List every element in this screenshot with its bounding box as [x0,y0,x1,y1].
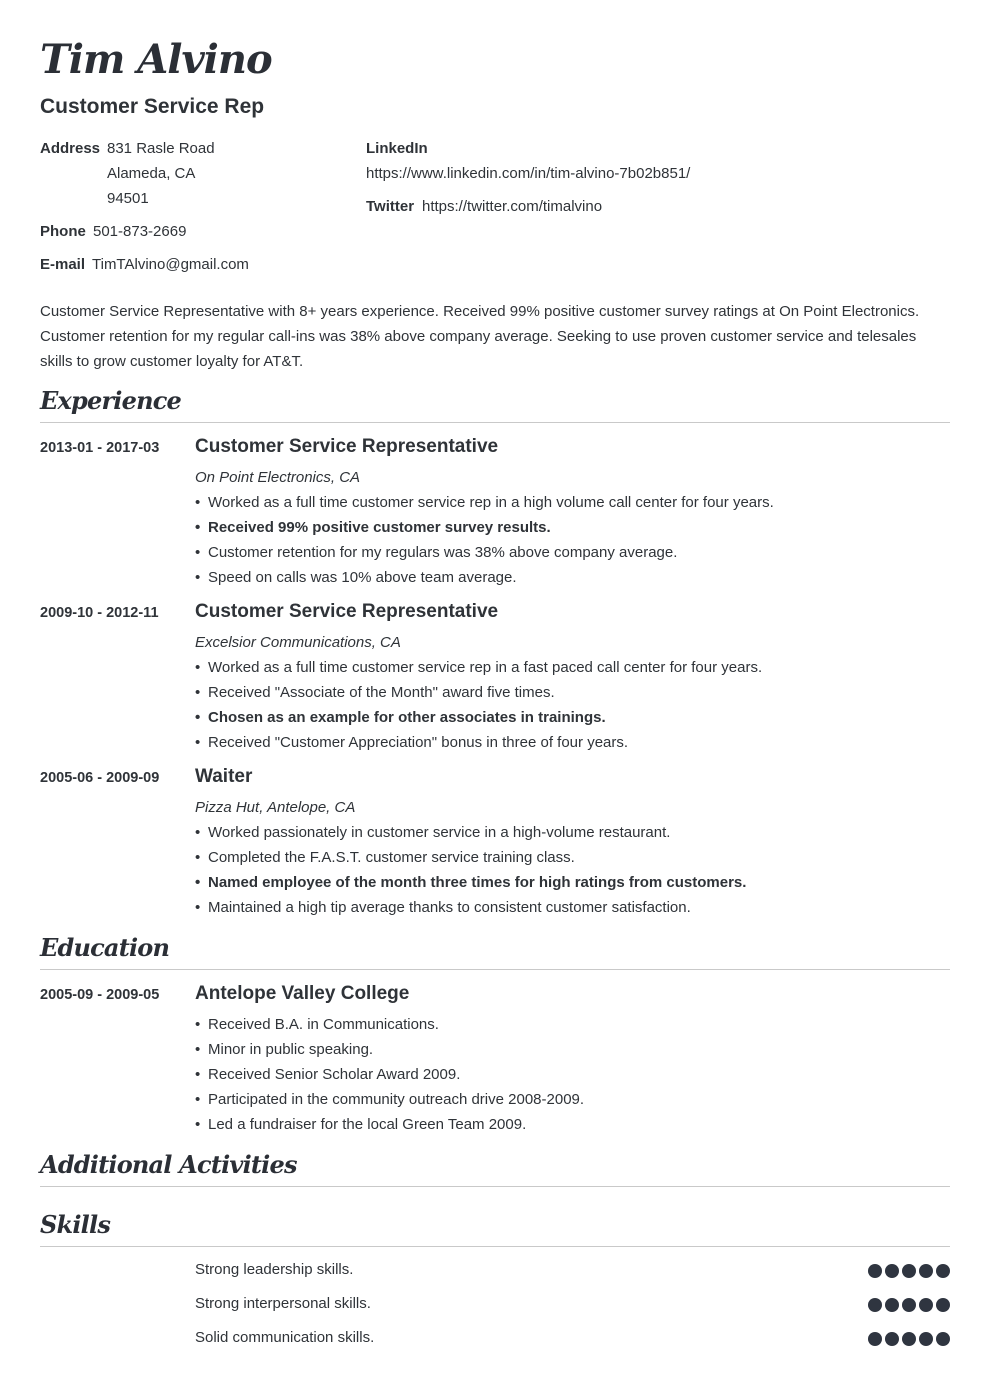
rating-dot [902,1264,916,1278]
section-divider [40,969,950,970]
twitter-label: Twitter [366,198,415,215]
entry-title: Antelope Valley College [195,983,410,1004]
rating-dot [868,1264,882,1278]
address-label: Address [40,140,101,157]
entry-dates: 2009-10 - 2012-11 [40,605,159,621]
rating-dot [919,1264,933,1278]
bullet-item: • Minor in public speaking. [195,1041,374,1058]
phone-label: Phone [40,223,86,240]
email-value[interactable]: TimTAlvino@gmail.com [92,256,249,273]
skill-name: Solid communication skills. [195,1329,375,1346]
phone-value: 501-873-2669 [93,223,187,240]
entry-title: Waiter [195,766,253,787]
skill-rating [868,1332,950,1346]
entry-organization: Excelsior Communications, CA [195,634,401,651]
entry-dates: 2013-01 - 2017-03 [40,440,160,456]
candidate-name: Tim Alvino [40,36,272,83]
email-label: E-mail [40,256,86,273]
twitter-link[interactable]: https://twitter.com/timalvino [422,198,603,215]
linkedin-label: LinkedIn [366,140,428,157]
address-line-3: 94501 [107,190,149,207]
rating-dot [868,1298,882,1312]
skill-name: Strong interpersonal skills. [195,1295,371,1312]
entry-organization: On Point Electronics, CA [195,469,361,486]
bullet-item: • Led a fundraiser for the local Green Team 2009. [195,1116,527,1133]
skill-rating [868,1264,950,1278]
skill-row [40,1329,950,1351]
rating-dot [885,1264,899,1278]
bullet-item: • Completed the F.A.S.T. customer service training class. [195,849,575,866]
bullet-item: • Worked as a full time customer service rep in a fast paced call center for four years. [195,659,763,676]
section-title-activities: Additional Activities [40,1150,297,1179]
skill-row [40,1261,950,1283]
bullet-item: • Received "Customer Appreciation" bonus in three of four years. [195,734,629,751]
rating-dot [868,1332,882,1346]
bullet-item: • Received B.A. in Communications. [195,1016,439,1033]
rating-dot [936,1332,950,1346]
entry-dates: 2005-09 - 2009-05 [40,987,160,1003]
linkedin-link[interactable]: https://www.linkedin.com/in/tim-alvino-7b02b851/ [366,165,691,182]
rating-dot [936,1298,950,1312]
bullet-item: • Participated in the community outreach drive 2008-2009. [195,1091,585,1108]
bullet-item: • Maintained a high tip average thanks to consistent customer satisfaction. [195,899,691,916]
bullet-item: • Speed on calls was 10% above team average. [195,569,517,586]
section-title-experience: Experience [40,386,182,415]
rating-dot [902,1298,916,1312]
job-title: Customer Service Rep [40,95,265,118]
section-title-education: Education [40,933,170,962]
entry-organization: Pizza Hut, Antelope, CA [195,799,356,816]
contact-block [40,140,950,285]
skill-rating [868,1298,950,1312]
address-line-1: 831 Rasle Road [107,140,215,157]
section-divider [40,422,950,423]
rating-dot [885,1298,899,1312]
address-line-2: Alameda, CA [107,165,196,182]
rating-dot [919,1298,933,1312]
section-divider [40,1246,950,1247]
entry-title: Customer Service Representative [195,601,499,622]
entry-bullets [195,1012,584,1137]
section-title-skills: Skills [40,1210,111,1239]
bullet-item: • Chosen as an example for other associates in trainings. [195,709,606,726]
bullet-item: • Worked passionately in customer service in a high-volume restaurant. [195,824,671,841]
profile-summary: Customer Service Representative with 8+ years experience. Received 99% positive customer survey ratings at On Point Electronics. Customer retention for my regular call-ins was 38% above company average. Seeking to use proven customer service and telesales skills to grow customer loyalty for AT&T. [40,303,920,370]
skill-row [40,1295,950,1317]
entry-bullets [195,655,762,755]
entry-dates: 2005-06 - 2009-09 [40,770,160,786]
skill-name: Strong leadership skills. [195,1261,354,1278]
bullet-item: • Customer retention for my regulars was 38% above company average. [195,544,678,561]
entry-bullets [195,490,774,590]
rating-dot [936,1264,950,1278]
rating-dot [902,1332,916,1346]
rating-dot [885,1332,899,1346]
entry-bullets [195,820,746,920]
rating-dot [919,1332,933,1346]
bullet-item: • Received 99% positive customer survey results. [195,519,551,536]
entry-title: Customer Service Representative [195,436,499,457]
section-divider [40,1186,950,1187]
bullet-item: • Received "Associate of the Month" award five times. [195,684,555,701]
bullet-item: • Received Senior Scholar Award 2009. [195,1066,461,1083]
bullet-item: • Worked as a full time customer service rep in a high volume call center for four years. [195,494,774,511]
bullet-item: • Named employee of the month three times for high ratings from customers. [195,874,747,891]
